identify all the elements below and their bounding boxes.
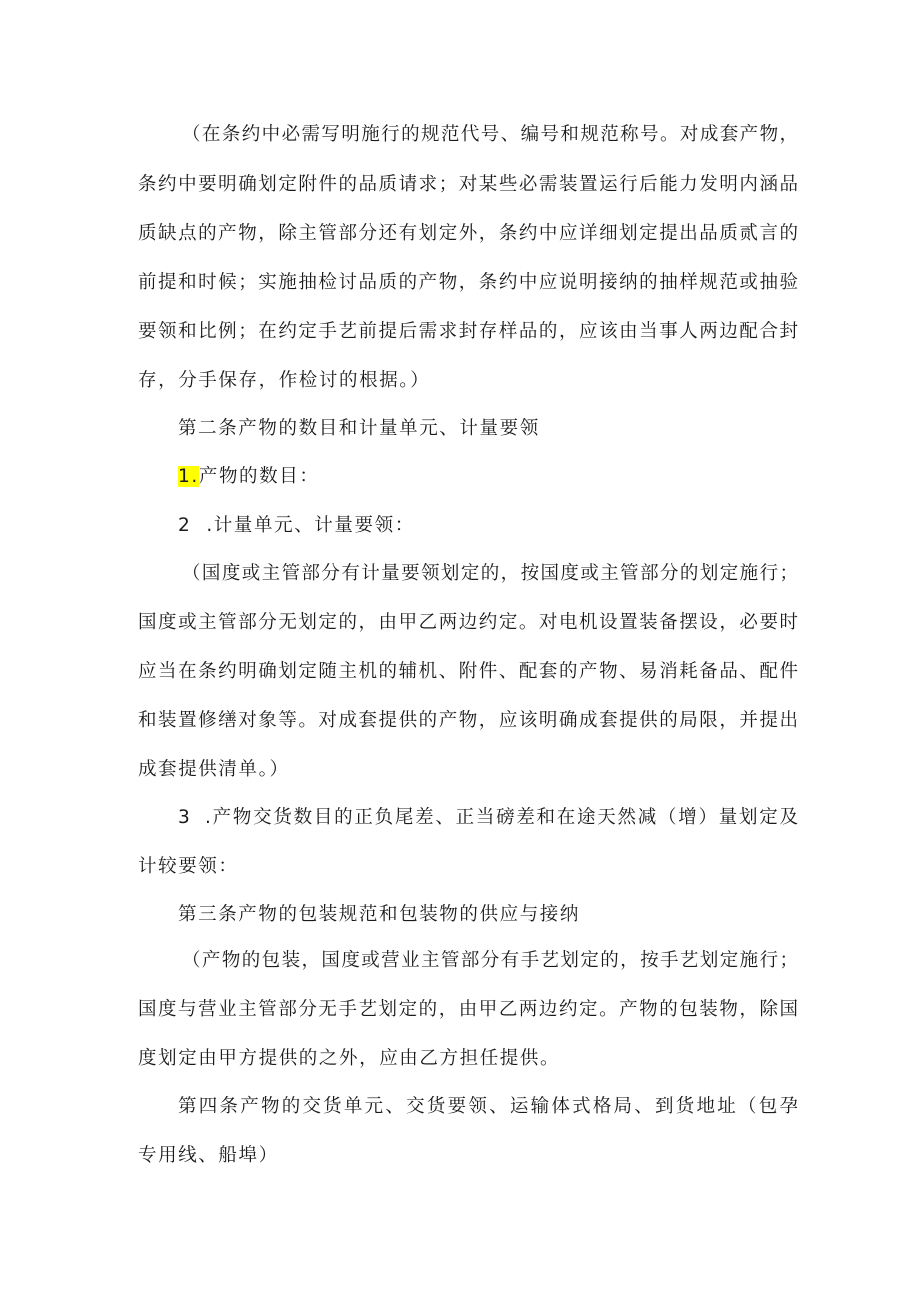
list-item [178,462,838,492]
highlighted-number: 1. [178,466,199,487]
para-line: 条约中要明确划定附件的品质请求；对某些必需装置运行后能力发明内涵品 [138,174,798,195]
para-line: 国度与营业主管部分无手艺划定的，由甲乙两边约定。产物的包装物，除国 [138,999,798,1020]
list-item: 计较要领： [138,856,239,877]
section-heading: 第四条产物的交货单元、交货要领、运输体式格局、到货地址（包孕 [178,1096,798,1117]
para-line: 质缺点的产物，除主管部分还有划定外，条约中应详细划定提出品质贰言的 [138,223,798,244]
para-line: 前提和时候；实施抽检讨品质的产物，条约中应说明接纳的抽样规范或抽验 [138,272,798,293]
list-item: 2 .计量单元、计量要领： [178,515,415,536]
para-line: 和装置修缮对象等。对成套提供的产物，应该明确成套提供的局限，并提出 [138,710,798,731]
section-heading: 第二条产物的数目和计量单元、计量要领 [178,418,540,439]
para-line: （国度或主管部分有计量要领划定的，按国度或主管部分的划定施行； [182,563,798,584]
para-line: 成套提供清单。） [138,759,290,780]
section-heading: 第三条产物的包装规范和包装物的供应与接纳 [178,904,581,925]
para-line: 度划定由甲方提供的之外，应由乙方担任提供。 [138,1048,561,1069]
para-line: 要领和比例；在约定手艺前提后需求封存样品的，应该由当事人两边配合封 [138,321,798,342]
para-line: 存，分手保存，作检讨的根据。） [138,370,431,391]
para-line: 国度或主管部分无划定的，由甲乙两边约定。对电机设置装备摆设，必要时 [138,612,798,633]
list-item: 3 .产物交货数目的正负尾差、正当磅差和在途天然减（增）量划定及 [178,807,798,828]
para-line: 应当在条约明确划定随主机的辅机、附件、配套的产物、易消耗备品、配件 [138,661,798,682]
section-heading: 专用线、船埠） [138,1145,279,1166]
para-line: （在条约中必需写明施行的规范代号、编号和规范称号。对成套产物， [182,124,798,145]
para-line: （产物的包装，国度或营业主管部分有手艺划定的，按手艺划定施行； [182,950,798,971]
list-item-text: 产物的数目： [198,466,320,487]
